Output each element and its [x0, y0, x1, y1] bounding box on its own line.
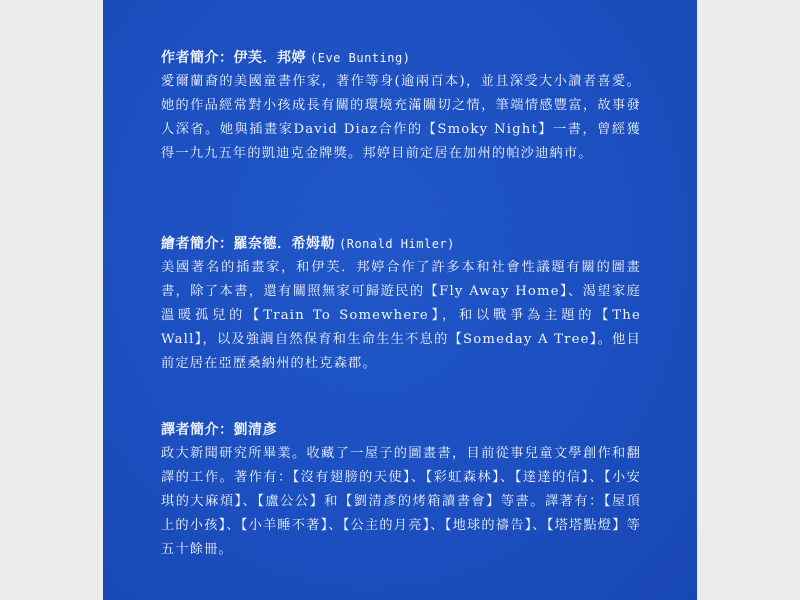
translator-bio-section — [161, 418, 641, 562]
author-heading-text: 作者簡介：伊芙．邦婷 — [161, 50, 306, 66]
author-bio-heading — [161, 46, 641, 70]
illustrator-bio-heading — [161, 232, 641, 256]
translator-bio-heading — [161, 418, 641, 442]
book-page — [103, 0, 697, 600]
translator-bio-text: 政大新聞研究所畢業。收藏了一屋子的圖畫書，目前從事兒童文學創作和翻譯的工作。著作有：【沒有翅膀的天使】、【彩虹森林】、【達達的信】、【小安琪的大麻煩】、【盧公公】和【劉清彥的烤箱讀書會】等書。譯著有：【屋頂上的小孩】、【小羊睡不著】、【公主的月亮】、【地球的禱告】、【塔塔點燈】等五十餘冊。 — [161, 446, 641, 557]
illustrator-bio-section — [161, 232, 641, 376]
illustrator-heading-latin: (Ronald Himler) — [339, 237, 455, 251]
translator-heading-text: 譯者簡介：劉清彥 — [161, 422, 277, 438]
illustrator-bio-text: 美國著名的插畫家，和伊芙．邦婷合作了許多本和社會性議題有關的圖畫書，除了本書，還有關照無家可歸遊民的【Fly Away Home】、渴望家庭溫暖孤兒的【Train To Somewhere】，和以戰爭為主題的【The Wall】，以及強調自然保育和生命生生不息的【Someday A Tree】。他目前定居在亞歷桑納州的杜克森郡。 — [161, 260, 641, 371]
author-bio-text: 愛爾蘭裔的美國童書作家，著作等身(逾兩百本)，並且深受大小讀者喜愛。她的作品經常對小孩成長有關的環境充滿關切之情，筆端情感豐富，故事發人深省。她與插畫家David Diaz合作的【Smoky Night】一書，曾經獲得一九九五年的凱迪克金牌獎。邦婷目前定居在加州的帕沙迪納市。 — [161, 74, 641, 161]
author-heading-latin: (Eve Bunting) — [310, 51, 411, 65]
author-bio-section — [161, 46, 641, 166]
illustrator-heading-text: 繪者簡介：羅奈德．希姆勒 — [161, 236, 335, 252]
